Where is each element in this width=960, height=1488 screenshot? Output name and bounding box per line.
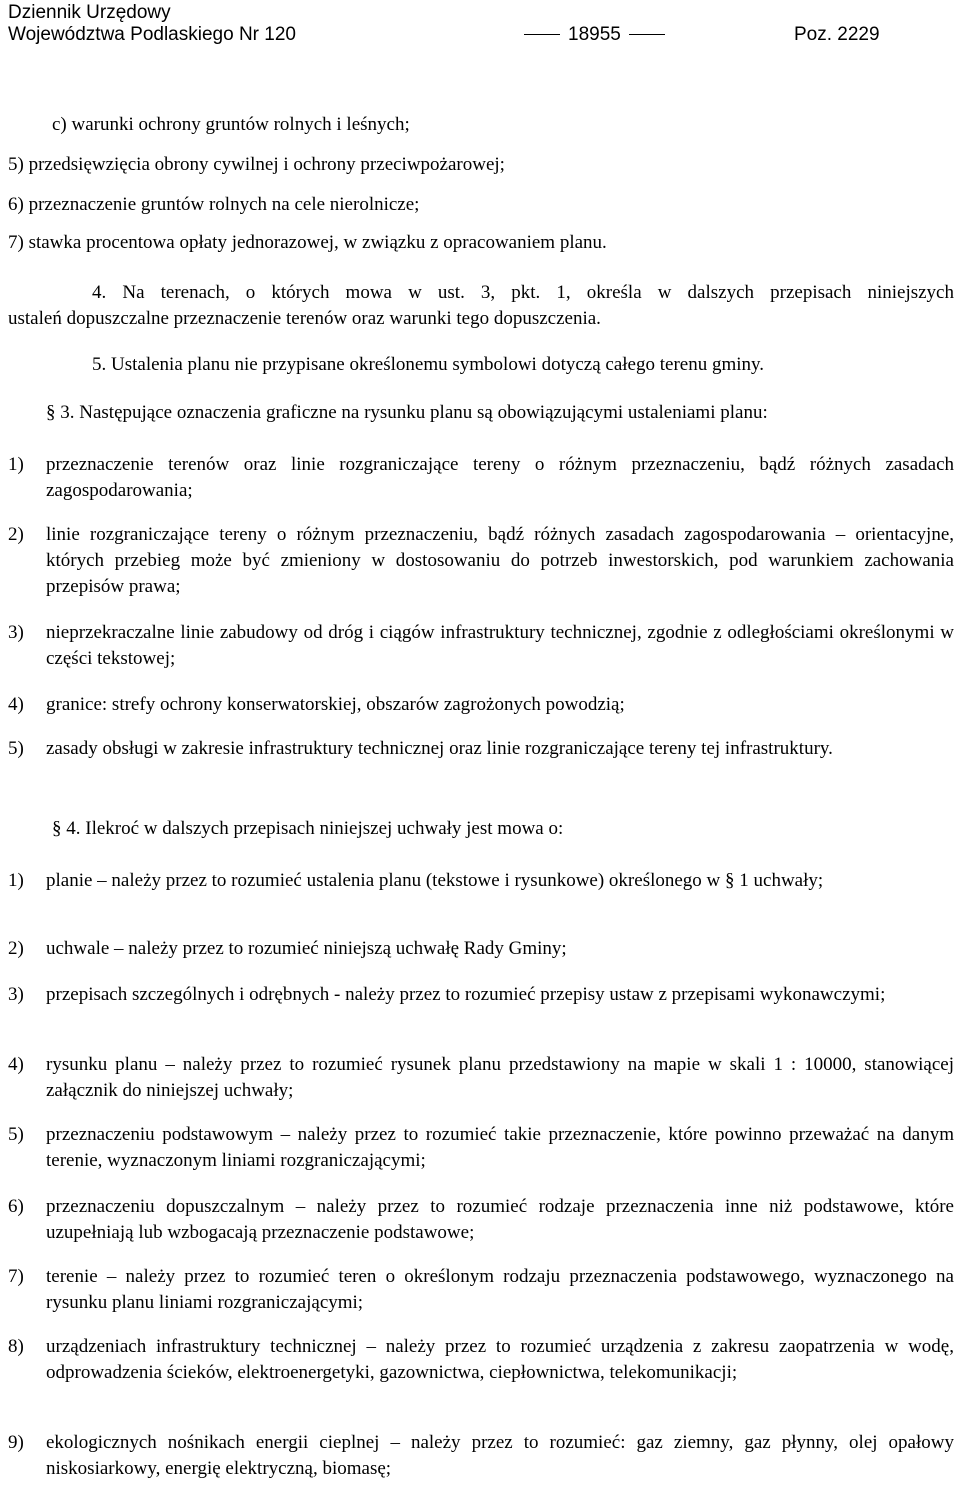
item-text: przeznaczeniu podstawowym – należy przez to rozumieć takie przeznaczenie, które powinno przeważać na danym terenie, wyznaczonym liniami rozgraniczającymi; (46, 1124, 954, 1171)
journal-title-line2: Województwa Podlaskiego Nr 120 (8, 24, 296, 45)
paragraph-4-title: § 4. Ilekroć w dalszych przepisach niniejszej uchwały jest mowa o: (52, 818, 564, 839)
definition-2 (8, 936, 954, 962)
item-text: nieprzekraczalne linie zabudowy od dróg i ciągów infrastruktury technicznej, zgodnie z odległościami określonymi w części tekstowej; (46, 622, 954, 669)
item-number: 1) (8, 870, 24, 891)
section-4-line1: 4. Na terenach, o których mowa w ust. 3, pkt. 1, określa w dalszych przepisach niniejszych (92, 282, 954, 303)
item-number: 7) (8, 1266, 24, 1287)
definition-1 (8, 868, 954, 894)
item-number: 4) (8, 694, 24, 715)
paragraph-3-item-4 (8, 692, 954, 718)
dash-right (629, 34, 665, 35)
definition-9 (8, 1430, 954, 1482)
paragraph-3-title: § 3. Następujące oznaczenia graficzne na rysunku planu są obowiązującymi ustaleniami planu: (46, 402, 768, 423)
item-text: ekologicznych nośnikach energii cieplnej – należy przez to rozumieć: gaz ziemny, gaz płynny, olej opałowy niskosiarkowy, energię elektryczną, biomasę; (46, 1432, 954, 1479)
page-number (516, 24, 673, 46)
item-6-land-designation: 6) przeznaczenie gruntów rolnych na cele nierolnicze; (8, 194, 420, 215)
paragraph-3-item-3 (8, 620, 954, 672)
definition-7 (8, 1264, 954, 1316)
item-7-percentage-fee: 7) stawka procentowa opłaty jednorazowej, w związku z opracowaniem planu. (8, 232, 607, 253)
definition-8 (8, 1334, 954, 1386)
item-text: zasady obsługi w zakresie infrastruktury technicznej oraz linie rozgraniczające tereny tej infrastruktury. (46, 738, 833, 759)
position-number: Poz. 2229 (794, 24, 880, 45)
journal-title-line1: Dziennik Urzędowy (8, 2, 171, 23)
item-text: granice: strefy ochrony konserwatorskiej, obszarów zagrożonych powodzią; (46, 694, 625, 715)
item-c-land-protection: c) warunki ochrony gruntów rolnych i leśnych; (52, 114, 410, 135)
definition-5 (8, 1122, 954, 1174)
item-number: 3) (8, 622, 24, 643)
item-number: 8) (8, 1336, 24, 1357)
item-number: 4) (8, 1054, 24, 1075)
item-text: terenie – należy przez to rozumieć teren o określonym rodzaju przeznaczenia podstawowego, wyznaczonego na rysunku planu liniami rozgraniczającymi; (46, 1266, 954, 1313)
item-text: przepisach szczególnych i odrębnych - należy przez to rozumieć przepisy ustaw z przepisami wykonawczymi; (46, 984, 886, 1005)
item-number: 3) (8, 984, 24, 1005)
dash-left (524, 34, 560, 35)
item-number: 5) (8, 738, 24, 759)
item-text: przeznaczeniu dopuszczalnym – należy przez to rozumieć rodzaje przeznaczenia inne niż podstawowe, które uzupełniają lub wzbogacają przeznaczenie podstawowe; (46, 1196, 954, 1243)
item-text: uchwale – należy przez to rozumieć niniejszą uchwałę Rady Gminy; (46, 938, 567, 959)
item-5-civil-defense: 5) przedsięwzięcia obrony cywilnej i ochrony przeciwpożarowej; (8, 154, 505, 175)
item-number: 2) (8, 524, 24, 545)
item-number: 5) (8, 1124, 24, 1145)
paragraph-3-item-5 (8, 736, 954, 762)
item-text: rysunku planu – należy przez to rozumieć rysunek planu przedstawiony na mapie w skali 1 : 10000, stanowiącej załącznik do niniejszej uchwały; (46, 1054, 954, 1101)
definition-3 (8, 982, 954, 1008)
item-number: 9) (8, 1432, 24, 1453)
item-text: urządzeniach infrastruktury technicznej – należy przez to rozumieć urządzenia z zakresu zaopatrzenia w wodę, odprowadzenia ścieków, elektroenergetyki, gazownictwa, ciepłownictwa, telekomunikacji; (46, 1336, 954, 1383)
section-4-line2: ustaleń dopuszczalne przeznaczenie terenów oraz warunki tego dopuszczenia. (8, 308, 601, 329)
item-number: 6) (8, 1196, 24, 1217)
paragraph-3-item-2 (8, 522, 954, 600)
item-text: planie – należy przez to rozumieć ustalenia planu (tekstowe i rysunkowe) określonego w § 1 uchwały; (46, 870, 824, 891)
paragraph-3-item-1 (8, 452, 954, 504)
item-number: 1) (8, 454, 24, 475)
item-text: przeznaczenie terenów oraz linie rozgraniczające tereny o różnym przeznaczeniu, bądź różnych zasadach zagospodarowania; (46, 454, 954, 501)
item-text: linie rozgraniczające tereny o różnym przeznaczeniu, bądź różnych zasadach zagospodarowania – orientacyjne, których przebieg może być zmieniony w dostosowaniu do potrzeb inwestorskich, pod warunkiem zachowania przepisów prawa; (46, 524, 954, 597)
definition-4 (8, 1052, 954, 1104)
item-number: 2) (8, 938, 24, 959)
definition-6 (8, 1194, 954, 1246)
section-5: 5. Ustalenia planu nie przypisane określonemu symbolowi dotyczą całego terenu gminy. (92, 354, 765, 375)
page-number-value: 18955 (568, 24, 621, 45)
